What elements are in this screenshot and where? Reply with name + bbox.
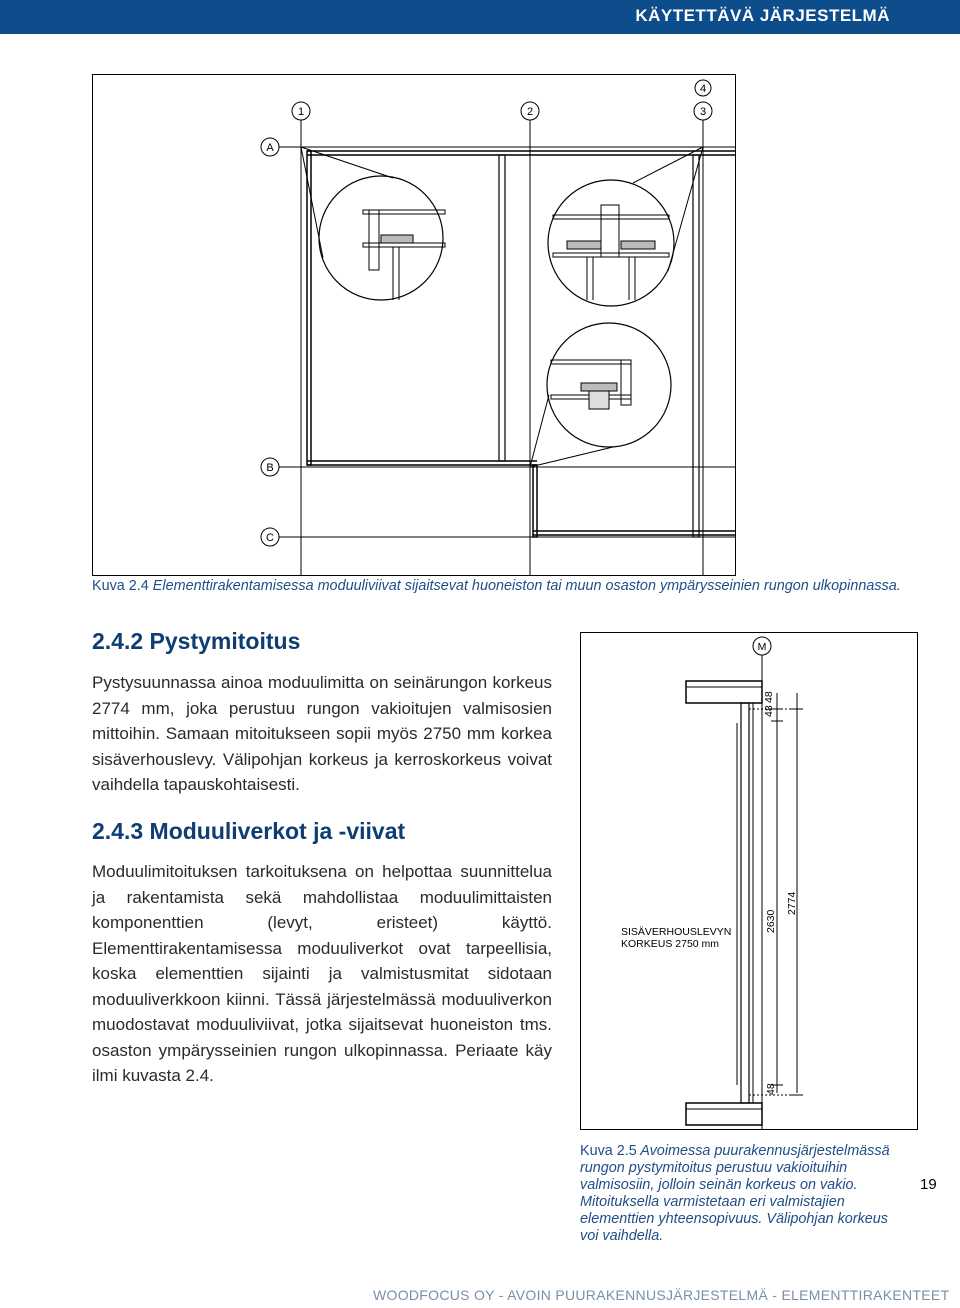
footer-text: WOODFOCUS OY - AVOIN PUURAKENNUSJÄRJESTELMÄ - ELEMENTTIRAKENTEET [373, 1287, 950, 1303]
grid-label-m: M [757, 641, 767, 653]
figure-2-5-caption-text: Avoimessa puurakennusjärjestelmässä rungon pystymitoitus perustuu vakioituihin valmisosiin, jolloin seinän korkeus on vakio. Mitoituksella varmistetaan eri valmistajien elementtien yhteensopivuus. Välipohjan korkeus voi vaihdella. [580, 1143, 890, 1244]
grid-label-1: 1 [297, 106, 305, 118]
figure-section-drawing [580, 632, 918, 1130]
figure-2-4-caption-text: Elementtirakentamisessa moduuliviivat sijaitsevat huoneiston tai muun osaston ympärysseinien rungon ulkopinnassa. [148, 578, 901, 594]
dim-48-top-left: 48 [763, 705, 775, 717]
note-line-1: SISÄVERHOUSLEVYN [621, 926, 732, 938]
figure-plan-drawing [92, 74, 736, 576]
dim-2630: 2630 [765, 909, 777, 933]
grid-label-c: C [266, 532, 274, 544]
paragraph-2-4-3: Moduulimitoituksen tarkoituksena on helpottaa suunnittelua ja rakentamista sekä mahdollistaa moduulimittaisten komponenttien (levyt, eristeet) käyttö. Elementtirakentamisessa moduuliverkot ovat tarpeellisia, koska elementtien sijainti ja valmistusmitat sidotaan moduuliverkkoon kiinni. Tässä järjestelmässä moduuliverkon muodostavat moduuliviivat, jotka sijaitsevat huoneiston tms. osaston ympärysseinien rungon ulkopinnassa. Periaate käy ilmi kuvasta 2.4. [92, 862, 552, 1085]
grid-label-4: 4 [699, 83, 707, 95]
paragraph-2-4-2: Pystysuunnassa ainoa moduulimitta on seinärungon korkeus 2774 mm, joka perustuu rungon vakioitujen valmisosien mittoihin. Samaan mitoitukseen sopii myös 2750 mm korkea sisäverhouslevy. Välipohjan korkeus ja kerroskorkeus voivat vaihdella tapauskohtaisesti. [92, 673, 552, 794]
grid-label-a: A [266, 142, 274, 154]
header-band [0, 0, 960, 34]
page-number: 19 [920, 1176, 937, 1193]
grid-label-2: 2 [526, 106, 534, 118]
figure-2-5-caption-label: Kuva 2.5 [580, 1143, 637, 1159]
dim-48-bottom: 48 [765, 1083, 777, 1095]
figure-2-4-caption-label: Kuva 2.4 [92, 578, 149, 594]
dim-2774: 2774 [786, 891, 798, 915]
plan-drawing-svg [93, 75, 735, 575]
heading-2-4-2: 2.4.2 Pystymitoitus [92, 628, 301, 654]
header-title: KÄYTETTÄVÄ JÄRJESTELMÄ [635, 6, 890, 25]
heading-2-4-3: 2.4.3 Moduuliverkot ja -viivat [92, 818, 406, 844]
grid-label-b: B [266, 462, 274, 474]
dim-48-top-right: 48 [763, 691, 775, 703]
figure-2-4-caption [92, 578, 912, 594]
section-drawing-svg [581, 633, 917, 1129]
figure-2-5-caption [580, 1143, 898, 1245]
grid-label-3: 3 [699, 106, 707, 118]
note-line-2: KORKEUS 2750 mm [621, 938, 720, 950]
